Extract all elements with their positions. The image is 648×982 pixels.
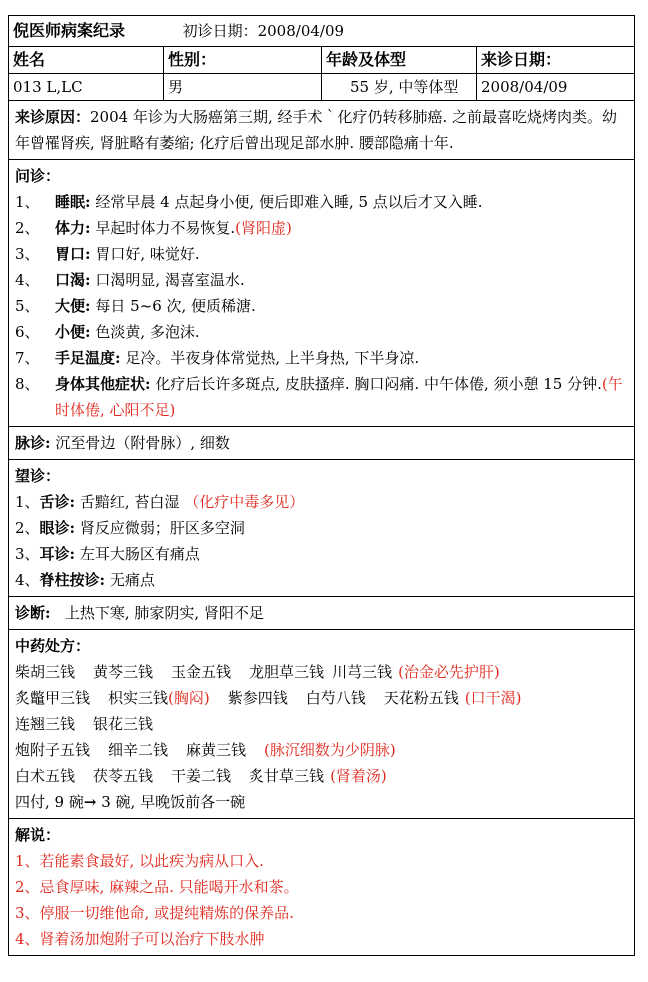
pulse-row xyxy=(9,427,635,460)
dosage-line xyxy=(15,789,628,815)
inquiry-heading: 问诊： xyxy=(15,167,61,185)
prescription-note: (脉沉细数为少阴脉) xyxy=(264,741,396,759)
item-label: 体力: xyxy=(55,219,91,237)
observation-item xyxy=(15,567,628,593)
value-age-build: 55 岁, 中等体型 xyxy=(321,74,476,100)
herb: 龙胆草三钱 xyxy=(249,663,325,681)
herb: 枳实三钱 xyxy=(108,689,169,707)
item-text: 舌黯红, 苔白湿 xyxy=(79,493,180,511)
header-sex: 性别： xyxy=(163,47,321,73)
observation-item xyxy=(15,489,628,515)
item-note: （化疗中毒多见） xyxy=(184,493,305,511)
prescription-heading: 中药处方： xyxy=(15,637,91,655)
inquiry-item xyxy=(15,371,628,423)
item-number: 4、 xyxy=(15,571,40,589)
value-visit-date: 2008/04/09 xyxy=(476,74,634,100)
inquiry-section xyxy=(9,160,635,427)
item-note: (肾阳虚) xyxy=(235,219,292,237)
herb: 炙甘草三钱 xyxy=(249,767,325,785)
herb: 紫参四钱 xyxy=(227,689,288,707)
page-title: 倪医师病案纪录 xyxy=(13,21,126,40)
inquiry-item xyxy=(15,189,628,215)
value-sex: 男 xyxy=(163,74,321,100)
herb: 川芎三钱 xyxy=(332,663,393,681)
explanation-item: 1、若能素食最好, 以此疾为病从口入. xyxy=(15,852,264,870)
diagnosis-text: 上热下寒, 肺家阴实, 肾阳不足 xyxy=(64,604,264,622)
prescription-block xyxy=(9,630,634,818)
item-number: 8、 xyxy=(15,375,40,393)
prescription-section xyxy=(9,630,635,819)
herb: 白术五钱 xyxy=(15,767,76,785)
info-value-row xyxy=(9,74,635,101)
item-text: 无痛点 xyxy=(109,571,155,589)
inquiry-block xyxy=(9,160,634,426)
item-text: 口渴明显, 渴喜室温水. xyxy=(95,271,245,289)
explanation-block xyxy=(9,819,634,955)
reason-label: 来诊原因： xyxy=(15,108,91,126)
diagnosis-label: 诊断: xyxy=(15,604,51,622)
explanation-item: 3、停服一切维他命, 或提纯精炼的保养品. xyxy=(15,904,294,922)
item-number: 2、 xyxy=(15,519,40,537)
inquiry-item xyxy=(15,345,628,371)
reason-text: 2004 年诊为大肠癌第三期, 经手术｀化疗仍转移肺癌. 之前最喜吃烧烤肉类。幼年曾罹肾疾, 肾脏略有萎缩; 化疗后曾出现足部水肿. 腰部隐痛十年. xyxy=(15,108,618,152)
header-visit-date: 来诊日期： xyxy=(476,47,634,73)
inquiry-item xyxy=(15,215,628,241)
first-visit-date: 2008/04/09 xyxy=(257,22,345,40)
header-name: 姓名 xyxy=(13,50,46,69)
item-label: 手足温度: xyxy=(55,349,121,367)
pulse-block xyxy=(9,427,634,459)
item-text: 足冷。半夜身体常觉热, 上半身热, 下半身凉. xyxy=(125,349,420,367)
item-number: 3、 xyxy=(15,545,40,563)
item-label: 口渴: xyxy=(55,271,91,289)
item-number: 3、 xyxy=(15,245,40,263)
prescription-line xyxy=(15,685,628,711)
prescription-note: (胸闷) xyxy=(168,689,210,707)
title-row xyxy=(9,16,635,47)
herb: 白芍八钱 xyxy=(305,689,366,707)
observation-heading: 望诊： xyxy=(15,467,61,485)
item-text: 化疗后长许多斑点, 皮肤搔痒. 胸口闷痛. 中午体倦, 须小憩 15 分钟. xyxy=(155,375,602,393)
pulse-label: 脉诊: xyxy=(15,434,51,452)
inquiry-item xyxy=(15,241,628,267)
herb: 天花粉五钱 xyxy=(383,689,459,707)
item-note: (午时体倦, 心阳不足) xyxy=(55,375,623,419)
herb: 黄芩三钱 xyxy=(93,663,154,681)
explanation-section xyxy=(9,819,635,956)
info-header-row xyxy=(9,47,635,74)
dosage-after: 3 碗, 早晚饭前各一碗 xyxy=(101,793,246,811)
item-number: 1、 xyxy=(15,493,40,511)
explanation-heading: 解说： xyxy=(15,826,61,844)
item-number: 7、 xyxy=(15,349,40,367)
diagnosis-block xyxy=(9,597,634,629)
herb: 炙鼈甲三钱 xyxy=(15,689,91,707)
herb: 干姜二钱 xyxy=(171,767,232,785)
herb: 炮附子五钱 xyxy=(15,741,91,759)
item-label: 眼诊: xyxy=(39,519,76,537)
prescription-note: (口干渴) xyxy=(464,689,522,707)
item-label: 身体其他症状: xyxy=(55,375,151,393)
prescription-line xyxy=(15,737,628,763)
item-text: 胃口好, 味觉好. xyxy=(95,245,200,263)
item-number: 6、 xyxy=(15,323,40,341)
prescription-line xyxy=(15,763,628,789)
value-name: 013 L,LC xyxy=(13,78,83,96)
item-text: 肾反应微弱；肝区多空洞 xyxy=(79,519,245,537)
header-age-build: 年龄及体型 xyxy=(321,47,476,73)
item-text: 经常早晨 4 点起身小便, 便后即难入睡, 5 点以后才又入睡. xyxy=(95,193,483,211)
inquiry-item xyxy=(15,267,628,293)
observation-item xyxy=(15,515,628,541)
observation-item xyxy=(15,541,628,567)
observation-section xyxy=(9,460,635,597)
item-label: 耳诊: xyxy=(39,545,76,563)
item-number: 1、 xyxy=(15,193,40,211)
observation-block xyxy=(9,460,634,596)
prescription-note: (肾着汤) xyxy=(330,767,387,785)
first-visit-label: 初诊日期： xyxy=(182,22,258,40)
prescription-note: (治金必先护肝) xyxy=(398,663,500,681)
herb: 连翘三钱 xyxy=(15,715,76,733)
inquiry-item xyxy=(15,319,628,345)
item-text: 每日 5~6 次, 便质稀溏. xyxy=(95,297,256,315)
title-cell xyxy=(9,16,634,46)
herb: 细辛二钱 xyxy=(108,741,169,759)
right-arrow-icon: → xyxy=(83,793,97,811)
herb: 麻黄三钱 xyxy=(186,741,247,759)
item-label: 舌诊: xyxy=(39,493,76,511)
case-record xyxy=(8,15,635,956)
item-label: 睡眠: xyxy=(55,193,91,211)
item-number: 4、 xyxy=(15,271,40,289)
item-text: 左耳大肠区有痛点 xyxy=(79,545,200,563)
item-label: 胃口: xyxy=(55,245,91,263)
reason-block xyxy=(9,101,634,159)
explanation-item: 2、忌食厚味, 麻辣之品. 只能喝开水和茶。 xyxy=(15,878,299,896)
item-text: 早起时体力不易恢复. xyxy=(95,219,236,237)
prescription-line xyxy=(15,711,628,737)
herb: 柴胡三钱 xyxy=(15,663,76,681)
diagnosis-row xyxy=(9,597,635,630)
inquiry-item xyxy=(15,293,628,319)
item-label: 大便: xyxy=(55,297,91,315)
pulse-text: 沉至骨边（附骨脉）, 细数 xyxy=(55,434,230,452)
item-number: 2、 xyxy=(15,219,40,237)
explanation-item: 4、肾着汤加炮附子可以治疗下肢水肿 xyxy=(15,930,265,948)
reason-row xyxy=(9,101,635,160)
herb: 玉金五钱 xyxy=(171,663,232,681)
item-number: 5、 xyxy=(15,297,40,315)
item-text: 色淡黄, 多泡沫. xyxy=(95,323,200,341)
item-label: 脊柱按诊: xyxy=(39,571,106,589)
herb: 茯苓五钱 xyxy=(93,767,154,785)
item-label: 小便: xyxy=(55,323,91,341)
prescription-line xyxy=(15,659,628,685)
herb: 银花三钱 xyxy=(93,715,154,733)
dosage-before: 四付, 9 碗 xyxy=(15,793,84,811)
